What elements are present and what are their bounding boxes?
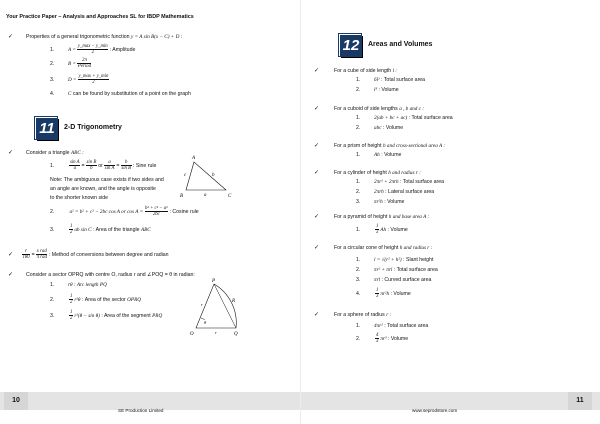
pyramid-intro: For a pyramid of height h and base area A : — [334, 214, 430, 220]
publisher-name: SE Production Limited — [118, 408, 164, 413]
check-icon: ✓ — [8, 34, 14, 40]
radian-conversion: $\frac{r}{180}$ = $\frac{\text{x rad}}{\text{π rad}}$ : Method of conversions between degree and radian — [22, 249, 169, 261]
cone-item: 2. πr² + πrl : Total surface area — [356, 267, 438, 273]
cone-item: 1. l = √(r² + h²) : Slant height — [356, 257, 434, 263]
section-number-badge: 12 — [340, 35, 362, 57]
cuboid-item: 1. 2(ab + bc + ac) : Total surface area — [356, 115, 453, 121]
cone-intro: For a circular cone of height h and radius r : — [334, 245, 433, 251]
sphere-intro: For a sphere of radius r : — [334, 312, 392, 318]
cuboid-item: 2. abc : Volume — [356, 125, 404, 131]
ambiguous-note: Note: The ambiguous case exists if two sides and an angle are known, and the angle is opposite to the shorter known side — [50, 177, 164, 201]
triangle-area: 3. $\frac{1}{2}$ ab sin C : Area of the triangle ABC — [50, 224, 151, 236]
point-p-label: P — [212, 279, 216, 284]
side-b-label: b — [212, 173, 215, 178]
side-c-label: c — [184, 173, 187, 178]
radius-label: r — [201, 302, 203, 307]
page-divider — [300, 0, 301, 424]
section-number-badge: 11 — [36, 118, 58, 140]
cone-item: 4. $\frac{1}{3}$ πr²h : Volume — [356, 288, 411, 300]
cube-item: 2. l³ : Volume — [356, 87, 399, 93]
check-icon: ✓ — [314, 214, 320, 220]
check-icon: ✓ — [8, 150, 14, 156]
property-4: 4. C can be found by substitution of a point on the graph — [50, 91, 191, 97]
point-q-label: Q — [234, 332, 238, 337]
sphere-item: 1. 4πr² : Total surface area — [356, 323, 429, 329]
triangle-shape — [186, 162, 226, 190]
triangle-diagram — [176, 150, 238, 202]
check-icon: ✓ — [8, 252, 14, 258]
point-o-label: O — [190, 332, 194, 337]
property-3: 3. D = $\frac{y\_\max + y\_\min}{2}$ — [50, 74, 109, 86]
side-a-label: a — [204, 193, 207, 198]
properties-intro: Properties of a general trigonometric function y = A sin B(x − C) + D : — [26, 34, 183, 40]
cone-item: 3. πrl : Curved surface area — [356, 277, 432, 283]
triangle-intro: Consider a triangle ABC : — [26, 150, 84, 156]
segment-area: 3. $\frac{1}{2}$ r²(θ − sin θ) : Area of the segment PRQ — [50, 310, 163, 322]
vertex-a-label: A — [192, 156, 196, 161]
vertex-c-label: C — [228, 194, 232, 199]
check-icon: ✓ — [314, 245, 320, 251]
sector-area: 2. $\frac{1}{2}$ r²θ : Area of the sector OPRQ — [50, 294, 142, 306]
page-number: 10 — [4, 392, 28, 410]
vertex-b-label: B — [180, 194, 184, 199]
section-title: Areas and Volumes — [368, 41, 433, 48]
header-title: Your Practice Paper – Analysis and Approaches SL for IBDP Mathematics — [6, 14, 194, 20]
cube-item: 1. 6l² : Total surface area — [356, 77, 426, 83]
property-2: 2. B = $\frac{2\pi}{\text{Period}}$ — [50, 58, 91, 70]
prism-intro: For a prism of height h and cross-sectional area A : — [334, 143, 446, 149]
prism-item: 1. Ah : Volume — [356, 152, 402, 158]
section-title: 2-D Trigonometry — [64, 124, 122, 131]
property-1: 1. A = $\frac{y\_\max - y\_\min}{2}$ : Amplitude — [50, 44, 136, 56]
cylinder-item: 1. 2πr² + 2πrh : Total surface area — [356, 179, 445, 185]
website-url: www.seprodstore.com — [412, 408, 458, 413]
cylinder-item: 2. 2πrh : Lateral surface area — [356, 189, 435, 195]
arc-length: 1. rθ : Arc length PQ — [50, 282, 107, 288]
sector-diagram — [184, 276, 244, 340]
point-r-label: R — [232, 299, 236, 304]
radius-label: r — [215, 330, 217, 335]
cylinder-intro: For a cylinder of height h and radius r : — [334, 170, 421, 176]
check-icon: ✓ — [314, 170, 320, 176]
cylinder-item: 3. πr²h : Volume — [356, 199, 405, 205]
check-icon: ✓ — [314, 312, 320, 318]
sphere-item: 2. $\frac{4}{3}$ πr³ : Volume — [356, 333, 409, 345]
cube-intro: For a cube of side length l : — [334, 68, 398, 74]
check-icon: ✓ — [8, 272, 14, 278]
cosine-rule: 2. a² = b² + c² − 2bc cos A or cos A = $\frac{\text{b² + c² − a²}}{2bc}$ : Cosine rule — [50, 206, 199, 218]
pyramid-item: 1. $\frac{1}{3}$ Ah : Volume — [356, 224, 408, 236]
theta-label: θ — [204, 320, 207, 325]
check-icon: ✓ — [314, 143, 320, 149]
sector-intro: Consider a sector OPRQ with centre O, radius r and ∠POQ = θ in radian: — [26, 272, 195, 278]
cuboid-intro: For a cuboid of side lengths a , b and c : — [334, 106, 424, 112]
sine-rule: 1. $\frac{\text{sin A}}{a}$ = $\frac{\text{sin B}}{b}$ or $\frac{a}{\text{sin A}}$ = $\frac{b}{\text{sin B}}$ : Sine rule — [50, 160, 157, 172]
check-icon: ✓ — [314, 106, 320, 112]
check-icon: ✓ — [314, 68, 320, 74]
chord-line — [214, 284, 236, 328]
page-number: 11 — [568, 392, 592, 410]
